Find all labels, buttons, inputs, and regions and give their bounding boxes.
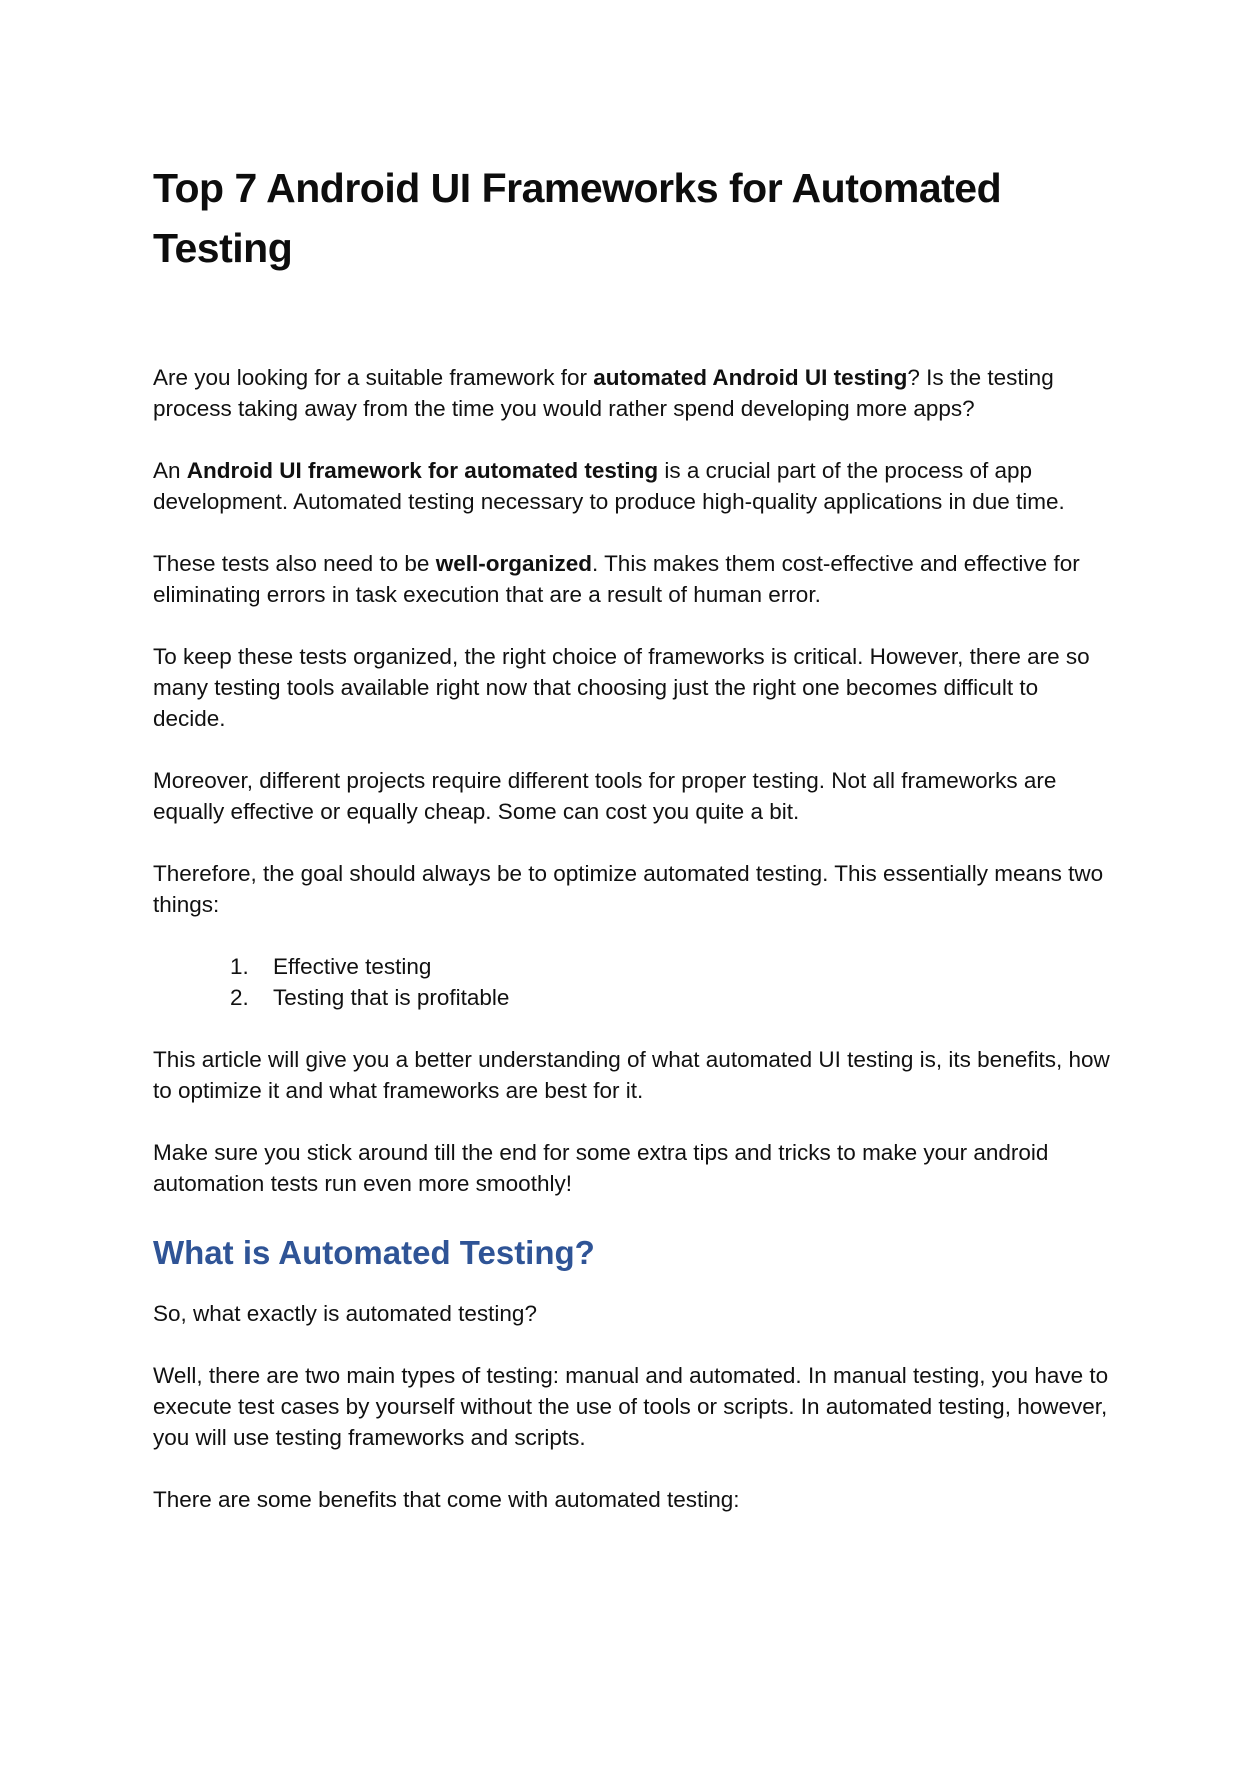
list-item: [230, 951, 1113, 982]
page-title: Top 7 Android UI Frameworks for Automated Testing: [153, 165, 1002, 271]
bold-phrase: Android UI framework for automated testing: [186, 458, 659, 483]
section-question-paragraph: So, what exactly is automated testing?: [153, 1301, 537, 1326]
paragraph-text: Are you looking for a suitable framework for: [153, 365, 594, 390]
goal-paragraph: Therefore, the goal should always be to optimize automated testing. This essentially means two things:: [153, 861, 1104, 917]
document-page: [153, 158, 1113, 278]
list-item: [230, 982, 1113, 1013]
article-overview-paragraph: This article will give you a better understanding of what automated UI testing is, its benefits, how to optimize it and what frameworks are best for it.: [153, 1047, 1110, 1103]
list-item-text: Effective testing: [273, 954, 432, 979]
bold-phrase: automated Android UI testing: [593, 365, 908, 390]
paragraph-text: is a crucial part of the process of app development. Automated testing necessary to produce high-quality applications in due time.: [153, 458, 1065, 514]
paragraph-text: . This makes them cost-effective and effective for eliminating errors in task execution that are a result of human error.: [153, 551, 1080, 607]
organized-paragraph: [153, 548, 1113, 610]
framework-paragraph: [153, 455, 1113, 517]
list-number: 2.: [230, 985, 249, 1010]
list-number: 1.: [230, 954, 249, 979]
paragraph-text: These tests also need to be: [153, 551, 436, 576]
choice-paragraph: To keep these tests organized, the right choice of frameworks is critical. However, there are so many testing tools available right now that choosing just the right one becomes difficult to decide.: [153, 644, 1090, 731]
projects-paragraph: Moreover, different projects require different tools for proper testing. Not all frameworks are equally effective or equally cheap. Some can cost you quite a bit.: [153, 768, 1057, 824]
paragraph-text: ? Is the testing process taking away from the time you would rather spend developing more apps?: [153, 365, 1054, 421]
section-heading: What is Automated Testing?: [153, 1234, 595, 1271]
bold-phrase: well-organized: [435, 551, 592, 576]
goals-list: [153, 951, 1113, 1013]
benefits-intro-paragraph: There are some benefits that come with automated testing:: [153, 1487, 740, 1512]
paragraph-text: An: [153, 458, 187, 483]
list-item-text: Testing that is profitable: [273, 985, 510, 1010]
intro-paragraph: [153, 362, 1113, 424]
document-body: [153, 362, 1113, 1546]
tips-paragraph: Make sure you stick around till the end for some extra tips and tricks to make your android automation tests run even more smoothly!: [153, 1140, 1049, 1196]
testing-types-paragraph: Well, there are two main types of testing: manual and automated. In manual testing, you have to execute test cases by yourself without the use of tools or scripts. In automated testing, however, you will use testing frameworks and scripts.: [153, 1363, 1109, 1450]
